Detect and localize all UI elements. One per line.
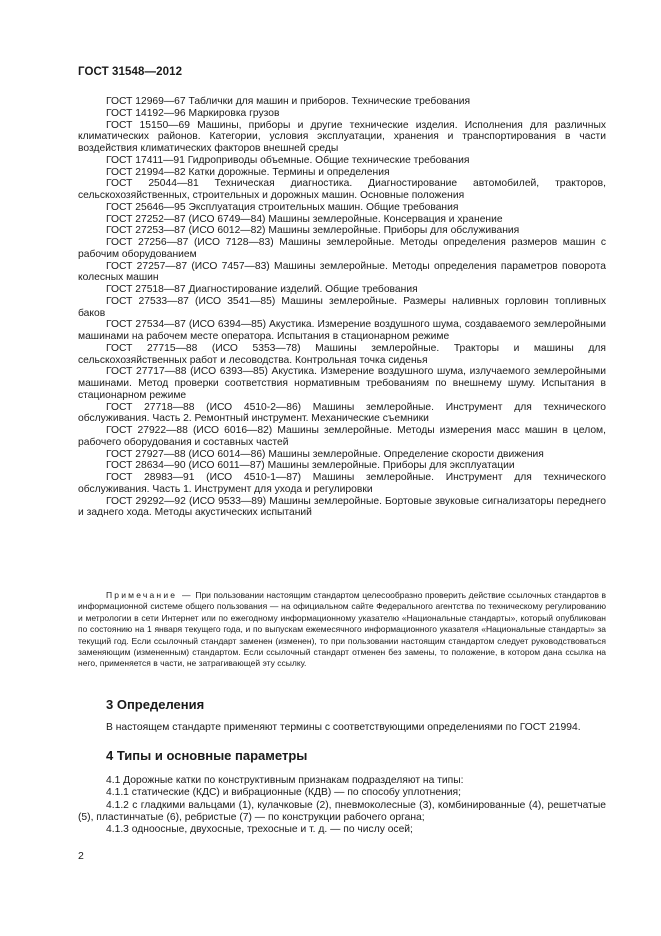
- reference-item: ГОСТ 27252—87 (ИСО 6749—84) Машины землеройные. Консервация и хранение: [106, 213, 503, 225]
- document-header: ГОСТ 31548—2012: [78, 66, 183, 78]
- normative-references-list: [78, 96, 606, 519]
- reference-item: ГОСТ 27922—88 (ИСО 6016—82) Машины землеройные. Методы измерения масс машин в целом, рабочего оборудования и составных частей: [78, 425, 606, 448]
- reference-item: ГОСТ 27927—88 (ИСО 6014—86) Машины землеройные. Определение скорости движения: [106, 448, 544, 460]
- note-text: При пользовании настоящим стандартом целесообразно проверить действие ссылочных стандартов в информационной системе общего пользования — на официальном сайте Федерального агентства по техническому регулированию и метрологии в сети Интернет или по ежегодному информационному указателю «Национальные стандарты», который опубликован по состоянию на 1 января текущего года, и по выпускам ежемесячного информационного указателя «Национальные стандарты» за текущий год. Если ссылочный стандарт заменен (изменен), то при пользовании настоящим стандартом следует руководствоваться заменяющим (измененным) стандартом. Если ссылочный стандарт отменен без замены, то положение, в котором дана ссылка на него, применяется в части, не затрагивающей эту ссылку.: [78, 590, 606, 669]
- clause-4-1-2: 4.1.2 с гладкими вальцами (1), кулачковые (2), пневмоколесные (3), комбинированные (4), решетчатые (5), пластинчатые (6), ребристые (7) — по конструкции рабочего органа;: [78, 799, 606, 823]
- section-3-body: [78, 722, 606, 734]
- reference-item: ГОСТ 17411—91 Гидроприводы объемные. Общие технические требования: [106, 154, 470, 166]
- reference-item: ГОСТ 27534—87 (ИСО 6394—85) Акустика. Измерение воздушного шума, создаваемого землеройными машинами на рабочем месте оператора. Испытания в стационарном режиме: [78, 319, 606, 342]
- page-number: 2: [78, 850, 84, 862]
- note-block: [78, 590, 606, 670]
- reference-item: ГОСТ 27715—88 (ИСО 5353—78) Машины землеройные. Тракторы и машины для сельскохозяйственных работ и лесоводства. Контрольная точка сиденья: [78, 342, 606, 366]
- reference-item: ГОСТ 25646—95 Эксплуатация строительных машин. Общие требования: [106, 201, 459, 213]
- section-4-heading: 4 Типы и основные параметры: [106, 748, 308, 763]
- clause-4-1-3: 4.1.3 одноосные, двухосные, трехосные и т. д. — по числу осей;: [106, 824, 413, 836]
- reference-item: ГОСТ 29292—92 (ИСО 9533—89) Машины землеройные. Бортовые звуковые сигнализаторы переднего и заднего хода. Методы акустических испытаний: [78, 495, 606, 519]
- reference-item: ГОСТ 27257—87 (ИСО 7457—83) Машины землеройные. Методы определения параметров поворота колесных машин: [78, 260, 606, 284]
- reference-item: ГОСТ 25044—81 Техническая диагностика. Диагностирование автомобилей, тракторов, сельскохозяйственных, строительных и дорожных машин. Основные положения: [78, 178, 606, 201]
- reference-item: ГОСТ 28634—90 (ИСО 6011—87) Машины землеройные. Приборы для эксплуатации: [106, 460, 515, 472]
- reference-item: ГОСТ 27533—87 (ИСО 3541—85) Машины землеройные. Размеры наливных горловин топливных баков: [78, 295, 606, 319]
- section-4-body: [78, 775, 606, 836]
- reference-item: ГОСТ 27256—87 (ИСО 7128—83) Машины землеройные. Методы определения размеров машин с рабочим оборудованием: [78, 237, 606, 260]
- reference-item: ГОСТ 21994—82 Катки дорожные. Термины и определения: [106, 166, 390, 178]
- definitions-paragraph: В настоящем стандарте применяют термины с соответствующими определениями по ГОСТ 21994.: [106, 722, 581, 733]
- clause-4-1-1: 4.1.1 статические (КДС) и вибрационные (КДВ) — по способу уплотнения;: [106, 787, 461, 799]
- reference-item: ГОСТ 27518—87 Диагностирование изделий. Общие требования: [106, 284, 418, 295]
- note-label: Примечание —: [106, 590, 193, 600]
- clause-4-1: 4.1 Дорожные катки по конструктивным признакам подразделяют на типы:: [106, 775, 464, 786]
- reference-item: ГОСТ 27717—88 (ИСО 6393—85) Акустика. Измерение воздушного шума, излучаемого землеройными машинами. Метод проверки соответствия нормативным требованиям по внешнему шуму. Испытания в стационарном режиме: [78, 366, 606, 401]
- reference-item: ГОСТ 14192—96 Маркировка грузов: [106, 107, 280, 119]
- reference-item: ГОСТ 12969—67 Таблички для машин и приборов. Технические требования: [106, 96, 471, 107]
- reference-item: ГОСТ 28983—91 (ИСО 4510-1—87) Машины землеройные. Инструмент для технического обслуживания. Часть 1. Инструмент для ухода и регулировки: [78, 472, 606, 495]
- section-3-heading: 3 Определения: [106, 697, 205, 712]
- reference-item: ГОСТ 27718—88 (ИСО 4510-2—86) Машины землеройные. Инструмент для технического обслуживания. Часть 2. Ремонтный инструмент. Механические съемники: [78, 401, 606, 425]
- reference-item: ГОСТ 27253—87 (ИСО 6012—82) Машины землеройные. Приборы для обслуживания: [106, 225, 520, 237]
- reference-item: ГОСТ 15150—69 Машины, приборы и другие технические изделия. Исполнения для различных климатических районов. Категории, условия эксплуатации, хранения и транспортирования в части воздействия климатических факторов внешней среды: [78, 119, 606, 154]
